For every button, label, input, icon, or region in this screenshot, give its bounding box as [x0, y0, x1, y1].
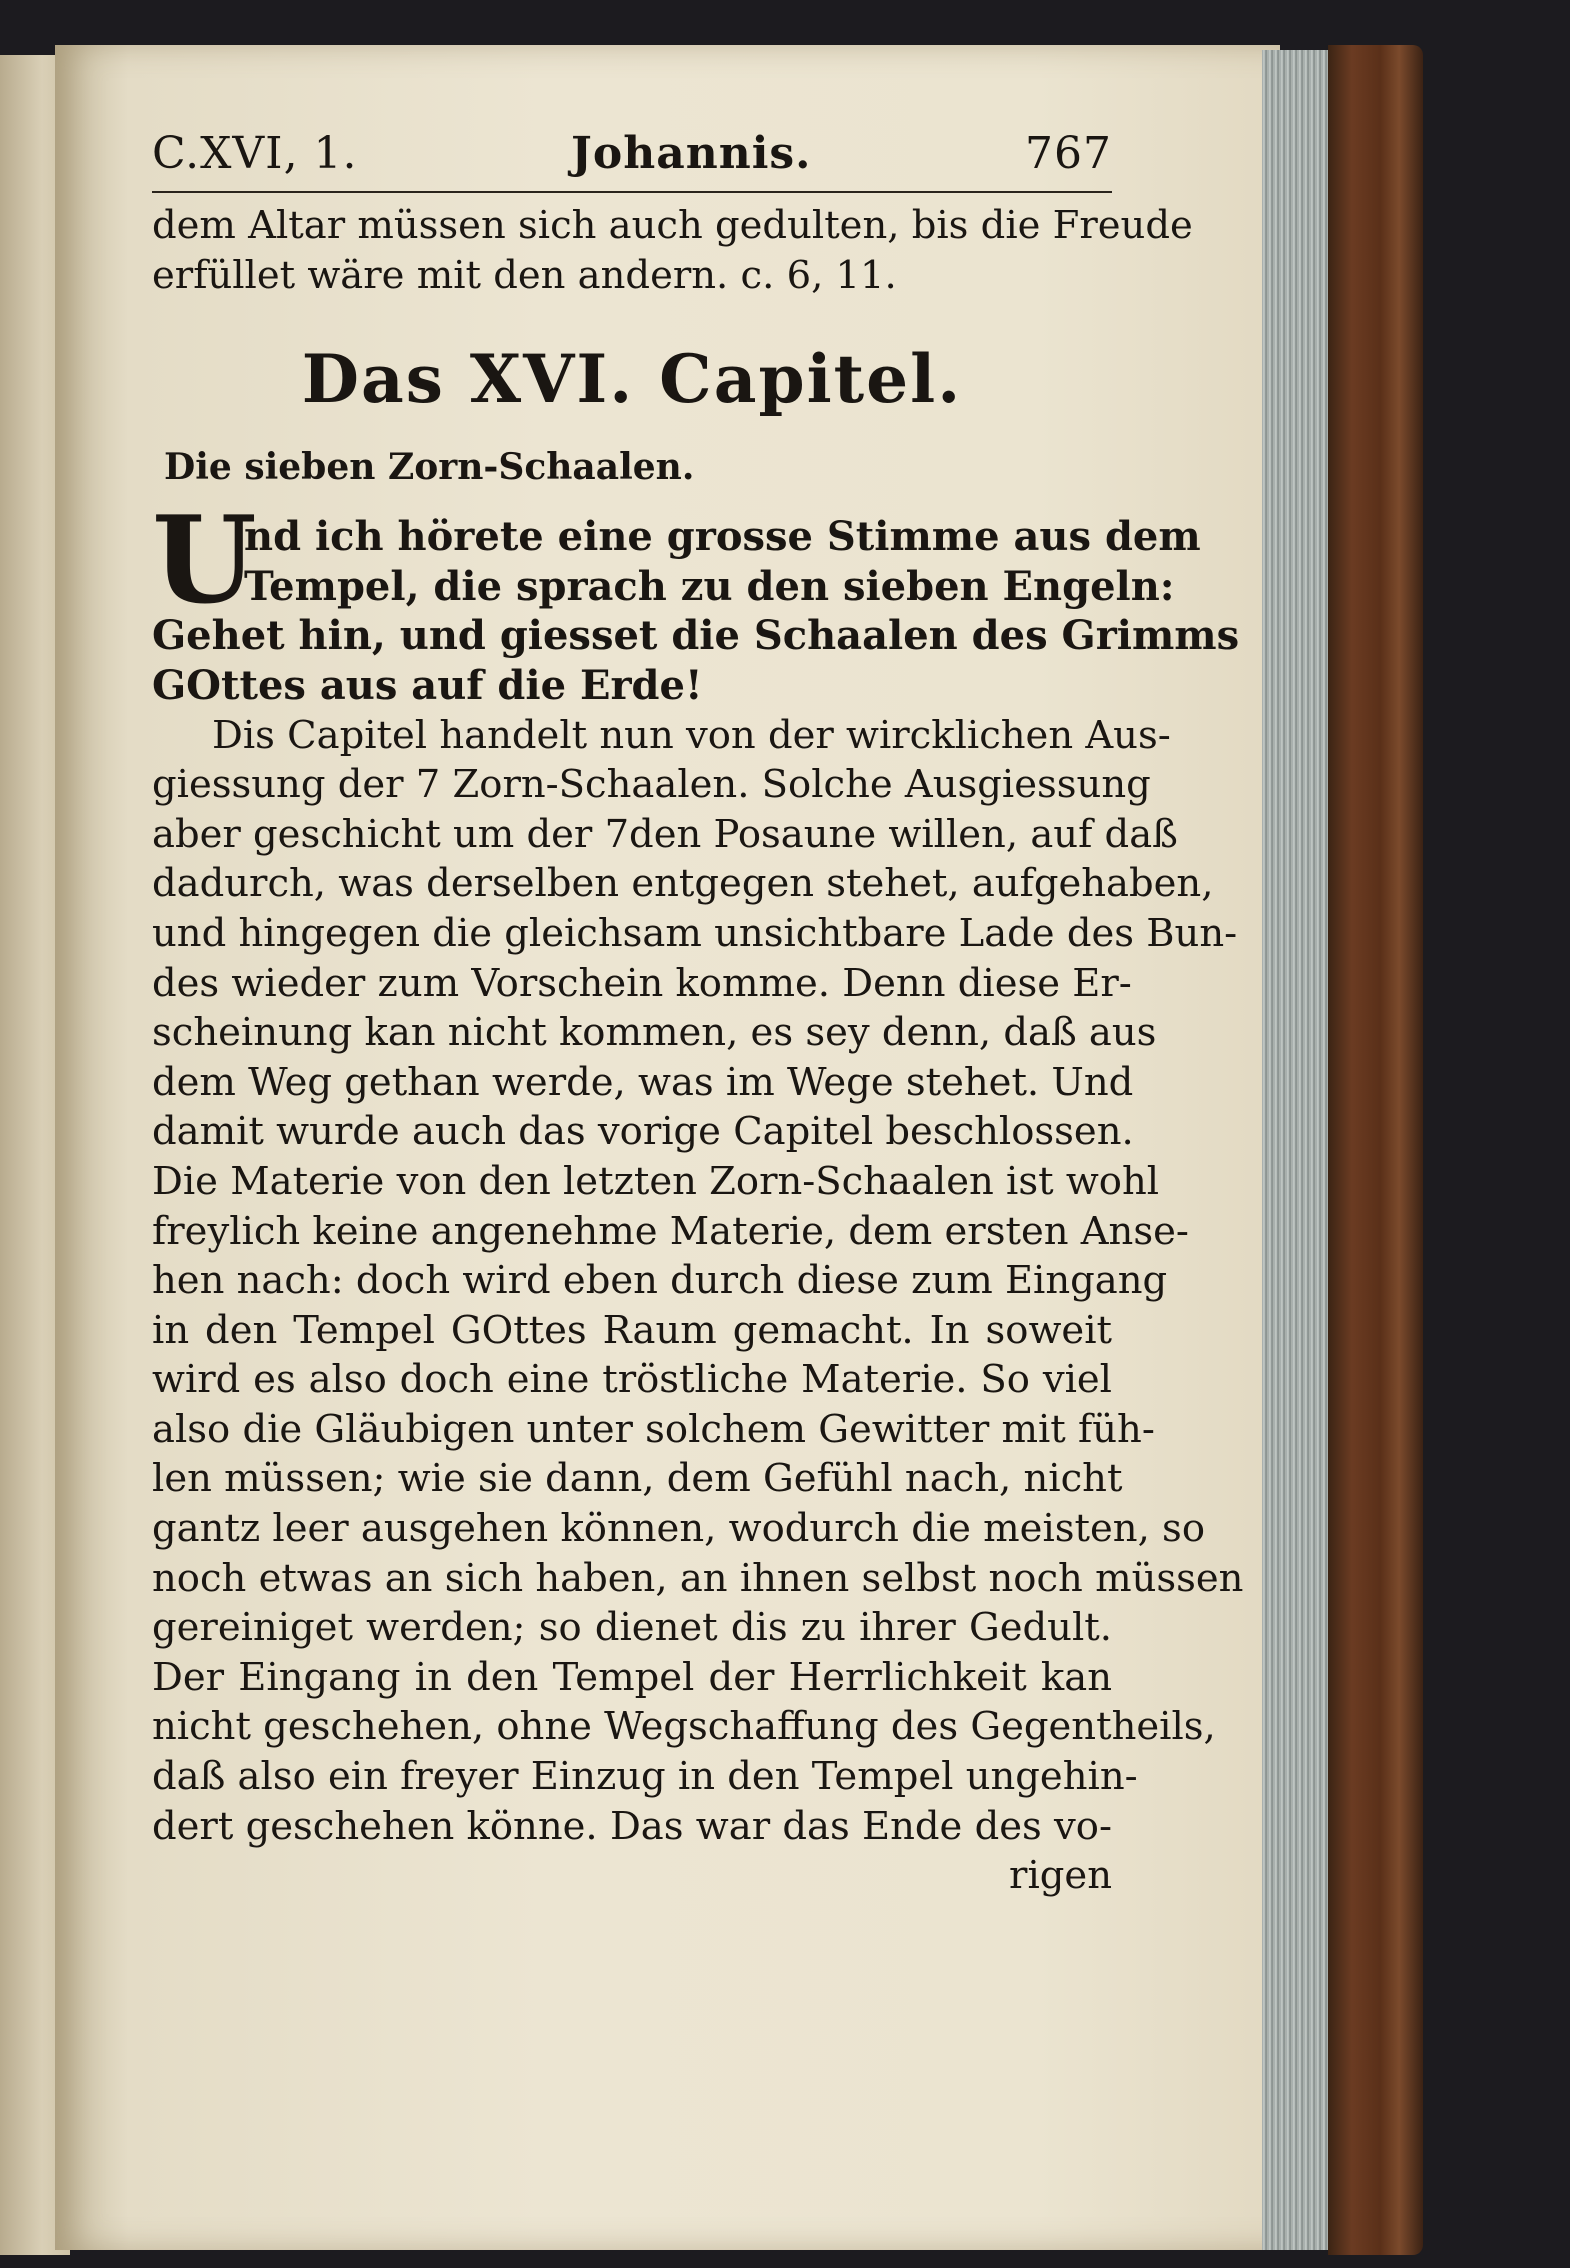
- commentary-line: dert geschehen könne. Das war das Ende des vo-: [152, 1803, 1112, 1849]
- commentary-line: des wieder zum Vorschein komme. Denn diese Er-: [152, 960, 1132, 1006]
- running-head-title: Johannis.: [571, 128, 812, 179]
- commentary-line: wird es also doch eine tröstliche Materie. So viel: [152, 1357, 1112, 1403]
- drop-cap: U: [152, 490, 257, 632]
- commentary-line: daß also ein freyer Einzug in den Tempel ungehin-: [152, 1754, 1138, 1800]
- commentary-line: dadurch, was derselben entgegen stehet, aufgehaben,: [152, 861, 1214, 907]
- commentary-line: giessung der 7 Zorn-Schaalen. Solche Ausgiessung: [152, 762, 1151, 808]
- verse-line: Tempel, die sprach zu den sieben Engeln:: [244, 562, 1175, 610]
- commentary-line: in den Tempel GOttes Raum gemacht. In soweit: [152, 1307, 1112, 1353]
- commentary-line: Der Eingang in den Tempel der Herrlichkeit kan: [152, 1654, 1112, 1700]
- catchword: rigen: [1009, 1853, 1112, 1899]
- commentary-line: scheinung kan nicht kommen, es sey denn, daß aus: [152, 1010, 1157, 1056]
- chapter-subtitle: Die sieben Zorn-Schaalen.: [164, 446, 695, 489]
- commentary-line: nicht geschehen, ohne Wegschaffung des Gegentheils,: [152, 1704, 1216, 1750]
- verse-line: Gehet hin, und giesset die Schaalen des Grimms: [152, 612, 1240, 660]
- commentary-line: len müssen; wie sie dann, dem Gefühl nach, nicht: [152, 1456, 1123, 1502]
- running-head: [152, 128, 1112, 193]
- commentary-line: Die Materie von den letzten Zorn-Schaalen ist wohl: [152, 1158, 1160, 1204]
- commentary-line: gantz leer ausgehen können, wodurch die meisten, so: [152, 1506, 1205, 1552]
- commentary-line: und hingegen die gleichsam unsichtbare Lade des Bun-: [152, 910, 1238, 956]
- verse-line: GOttes aus auf die Erde!: [152, 661, 703, 709]
- book-cover: [1328, 45, 1423, 2255]
- commentary-line: hen nach: doch wird eben durch diese zum Eingang: [152, 1258, 1168, 1304]
- page-content: [152, 128, 1244, 1901]
- commentary: [152, 711, 1244, 1852]
- commentary-line: freylich keine angenehme Materie, dem ersten Anse-: [152, 1208, 1189, 1254]
- running-head-left: C.XVI, 1.: [152, 128, 358, 179]
- verse-line: nd ich hörete eine grosse Stimme aus dem: [244, 513, 1201, 561]
- commentary-line: noch etwas an sich haben, an ihnen selbst noch müssen: [152, 1555, 1244, 1601]
- intro-line: erfüllet wäre mit den andern. c. 6, 11.: [152, 252, 897, 298]
- commentary-line: damit wurde auch das vorige Capitel beschlossen.: [152, 1109, 1134, 1155]
- commentary-line: also die Gläubigen unter solchem Gewitter mit füh-: [152, 1406, 1155, 1452]
- verse-block: [152, 490, 1240, 710]
- commentary-line: dem Weg gethan werde, was im Wege stehet. Und: [152, 1059, 1134, 1105]
- page-edges: [1262, 50, 1332, 2250]
- commentary-line: gereiniget werden; so dienet dis zu ihrer Gedult.: [152, 1605, 1112, 1651]
- commentary-line: Dis Capitel handelt nun von der wircklichen Aus-: [212, 712, 1171, 758]
- commentary-line: aber geschicht um der 7den Posaune willen, auf daß: [152, 811, 1178, 857]
- page-number: 767: [1025, 128, 1112, 179]
- intro-line: dem Altar müssen sich auch gedulten, bis die Freude: [152, 203, 1193, 248]
- chapter-title: Das XVI. Capitel.: [301, 340, 963, 419]
